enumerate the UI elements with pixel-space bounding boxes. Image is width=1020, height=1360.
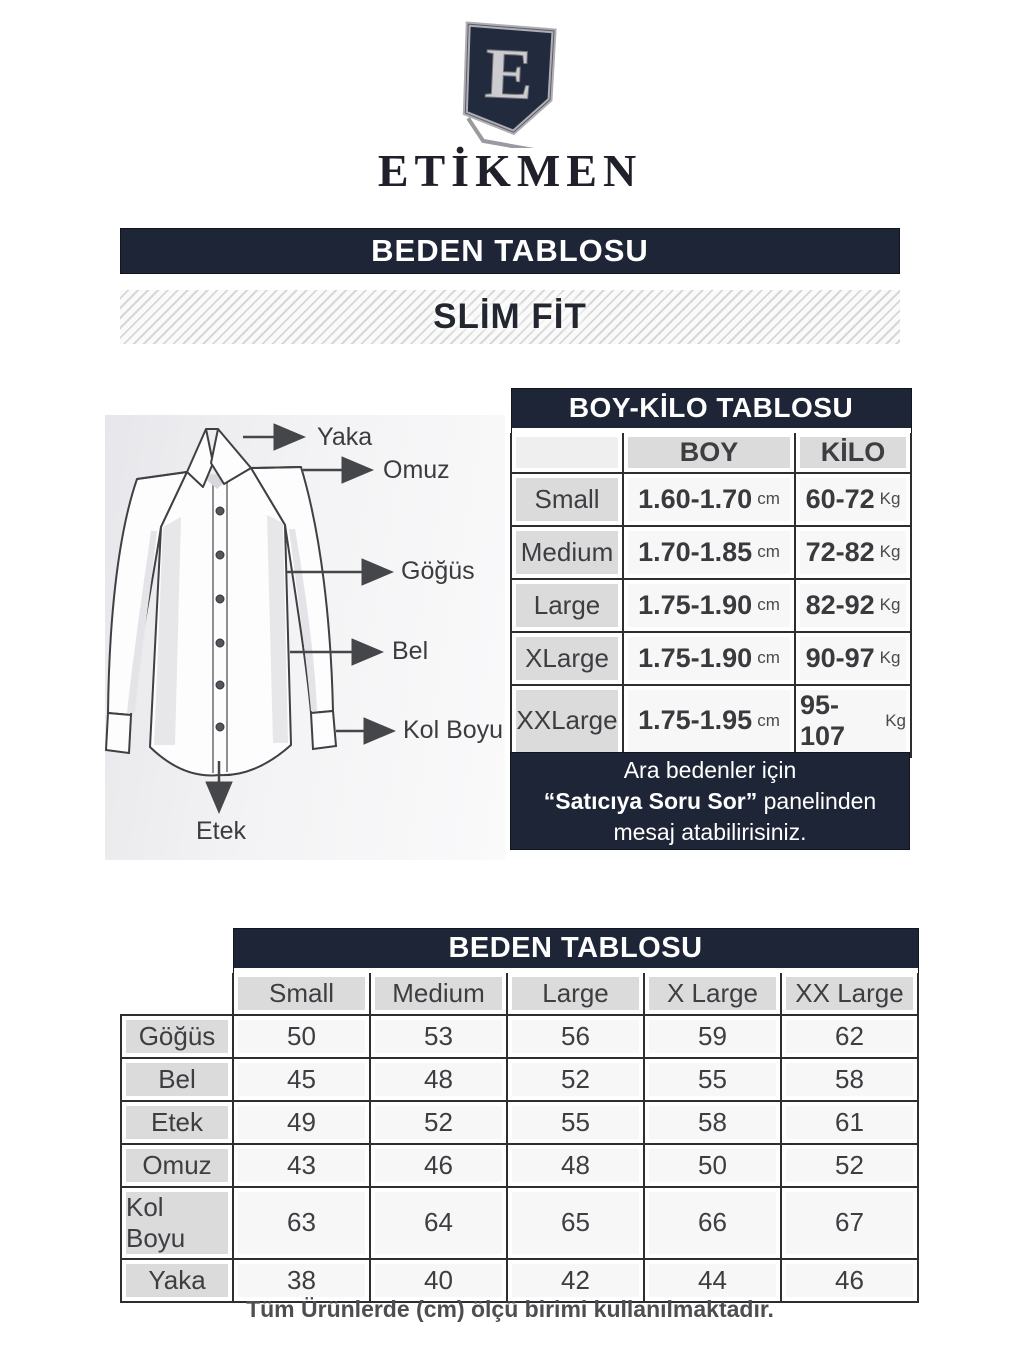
- kilo-cell: 95-107 Kg: [795, 685, 911, 757]
- size-cell: Large: [511, 579, 623, 632]
- note-line-2: “Satıcıya Soru Sor” panelinden: [543, 787, 877, 814]
- value-cell: 64: [370, 1187, 507, 1259]
- kilo-cell: 90-97 Kg: [795, 632, 911, 685]
- kilo-cell: 72-82 Kg: [795, 526, 911, 579]
- value-cell: 66: [644, 1187, 781, 1259]
- fit-title-banner: [120, 290, 900, 344]
- column-header-xxlarge: XX Large: [781, 973, 918, 1015]
- value-cell: 52: [370, 1101, 507, 1144]
- value-cell: 61: [781, 1101, 918, 1144]
- value-cell: 55: [644, 1058, 781, 1101]
- value-cell: 53: [370, 1015, 507, 1058]
- kilo-cell: 82-92 Kg: [795, 579, 911, 632]
- brand-name: ETİKMEN: [377, 145, 643, 196]
- value-cell: 58: [644, 1101, 781, 1144]
- boy-cell: 1.60-1.70 cm: [623, 473, 795, 526]
- table-row: [511, 579, 911, 632]
- row-label-cell: Omuz: [121, 1144, 233, 1187]
- value-cell: 44: [644, 1259, 781, 1302]
- value-cell: 48: [507, 1144, 644, 1187]
- label-etek: Etek: [195, 817, 247, 845]
- value-cell: 58: [781, 1058, 918, 1101]
- size-cell: XXLarge: [511, 685, 623, 757]
- column-header-medium: Medium: [370, 973, 507, 1015]
- table-row: [121, 1015, 918, 1058]
- value-cell: 65: [507, 1187, 644, 1259]
- beden-table-title: BEDEN TABLOSU: [234, 929, 918, 968]
- table-row: [121, 1187, 918, 1259]
- table-row: [511, 473, 911, 526]
- table-row: [121, 1101, 918, 1144]
- label-omuz: Omuz: [383, 456, 450, 484]
- row-label-cell: Bel: [121, 1058, 233, 1101]
- svg-text:E: E: [483, 32, 535, 115]
- value-cell: 62: [781, 1015, 918, 1058]
- column-header-large: Large: [507, 973, 644, 1015]
- value-cell: 52: [781, 1144, 918, 1187]
- table-row: [511, 685, 911, 757]
- table-row: [121, 1144, 918, 1187]
- boy-cell: 1.70-1.85 cm: [623, 526, 795, 579]
- value-cell: 59: [644, 1015, 781, 1058]
- brand-logo-shield-icon: [452, 14, 568, 148]
- size-cell: Small: [511, 473, 623, 526]
- boy-kilo-table-title-cell: [511, 389, 911, 433]
- value-cell: 45: [233, 1058, 370, 1101]
- column-header-small: Small: [233, 973, 370, 1015]
- table-row: [511, 526, 911, 579]
- boy-column-header: BOY: [623, 433, 795, 473]
- value-cell: 38: [233, 1259, 370, 1302]
- size-cell: XLarge: [511, 632, 623, 685]
- beden-table: [120, 928, 919, 1303]
- row-label-cell: Etek: [121, 1101, 233, 1144]
- label-bel: Bel: [392, 637, 429, 665]
- value-cell: 50: [644, 1144, 781, 1187]
- column-header-xlarge: X Large: [644, 973, 781, 1015]
- value-cell: 46: [370, 1144, 507, 1187]
- note-line-1: Ara bedenler için: [623, 756, 797, 783]
- value-cell: 67: [781, 1187, 918, 1259]
- boy-kilo-table: [510, 388, 912, 758]
- label-kol-boyu: Kol Boyu: [403, 716, 504, 744]
- shirt-measurement-diagram: [105, 415, 505, 860]
- fit-title-text: SLİM FİT: [433, 297, 587, 336]
- value-cell: 48: [370, 1058, 507, 1101]
- value-cell: 52: [507, 1058, 644, 1101]
- unit-note: Tüm Ürünlerde (cm) ölçü birimi kullanılmaktadır.: [246, 1296, 774, 1322]
- boy-cell: 1.75-1.90 cm: [623, 579, 795, 632]
- table-row: [121, 1058, 918, 1101]
- value-cell: 63: [233, 1187, 370, 1259]
- label-gogus: Göğüs: [401, 557, 475, 585]
- note-line-3: mesaj atabilirisiniz.: [613, 818, 807, 845]
- seller-question-note: [510, 752, 910, 850]
- row-label-cell: Göğüs: [121, 1015, 233, 1058]
- boy-cell: 1.75-1.90 cm: [623, 632, 795, 685]
- size-cell: Medium: [511, 526, 623, 579]
- value-cell: 46: [781, 1259, 918, 1302]
- kilo-cell: 60-72 Kg: [795, 473, 911, 526]
- main-title-text: BEDEN TABLOSU: [371, 233, 649, 268]
- row-label-cell: Yaka: [121, 1259, 233, 1302]
- kilo-column-header: KİLO: [795, 433, 911, 473]
- row-label-cell: Kol Boyu: [121, 1187, 233, 1259]
- label-yaka: Yaka: [317, 423, 373, 451]
- table-row: [511, 632, 911, 685]
- boy-kilo-table-title: BOY-KİLO TABLOSU: [512, 389, 911, 428]
- boy-cell: 1.75-1.95 cm: [623, 685, 795, 757]
- beden-table-title-cell: [233, 929, 918, 973]
- value-cell: 50: [233, 1015, 370, 1058]
- value-cell: 49: [233, 1101, 370, 1144]
- value-cell: 42: [507, 1259, 644, 1302]
- value-cell: 43: [233, 1144, 370, 1187]
- value-cell: 40: [370, 1259, 507, 1302]
- empty-header-cell: [511, 433, 623, 473]
- value-cell: 55: [507, 1101, 644, 1144]
- main-title-banner: [120, 228, 900, 274]
- value-cell: 56: [507, 1015, 644, 1058]
